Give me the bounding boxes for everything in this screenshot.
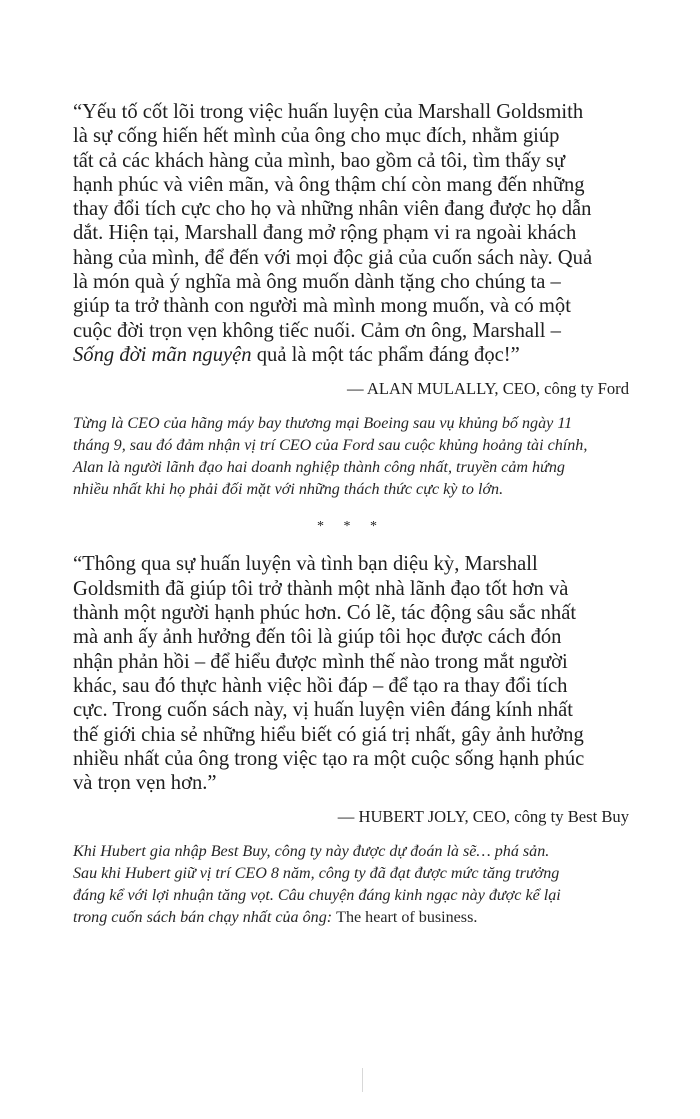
quote-line: mà anh ấy ảnh hưởng đến tôi là giúp tôi học được cách đón bbox=[73, 626, 562, 649]
bio-line: Alan là người lãnh đạo hai doanh nghiệp thành công nhất, truyền cảm hứng bbox=[73, 458, 565, 476]
quote-line bbox=[73, 343, 629, 367]
section-separator: * * * bbox=[317, 519, 385, 535]
quote-line: hàng của mình, để đến với mọi độc giả của cuốn sách này. Quả bbox=[73, 246, 593, 269]
bio-line: Sau khi Hubert giữ vị trí CEO 8 năm, công ty đã đạt được mức tăng trưởng bbox=[73, 865, 560, 883]
bio-line-text: trong cuốn sách bán chạy nhất của ông: bbox=[73, 908, 337, 926]
quote-line: là món quà ý nghĩa mà ông muốn dành tặng cho chúng ta – bbox=[73, 271, 561, 294]
bio-line: tháng 9, sau đó đảm nhận vị trí CEO của Ford sau cuộc khủng hoảng tài chính, bbox=[73, 437, 588, 455]
quote-line: khác, sau đó thực hành việc hồi đáp – để tạo ra thay đổi tích bbox=[73, 674, 568, 697]
book-title: The heart of business. bbox=[336, 908, 478, 926]
quote-line: thế giới chia sẻ những hiểu biết có giá trị nhất, gây ảnh hưởng bbox=[73, 723, 584, 746]
quote-line: cuộc đời trọn vẹn không tiếc nuối. Cảm ơn ông, Marshall – bbox=[73, 319, 561, 342]
quote-line: giúp ta trở thành con người mà mình mong muốn, và có một bbox=[73, 295, 571, 318]
bio-line: nhiều nhất khi họ phải đối mặt với những thách thức cực kỳ to lớn. bbox=[73, 480, 504, 498]
quote-line: “Yếu tố cốt lõi trong việc huấn luyện của Marshall Goldsmith bbox=[73, 101, 584, 123]
quote-line: là sự cống hiến hết mình của ông cho mục đích, nhằm giúp bbox=[73, 125, 560, 148]
page-edge-mark bbox=[362, 1068, 363, 1092]
page-content bbox=[73, 100, 629, 929]
quote-line: và trọn vẹn hơn.” bbox=[73, 772, 217, 795]
quote-line: thay đổi tích cực cho họ và những nhân viên đang được họ dẫn bbox=[73, 198, 592, 221]
quote-line: hạnh phúc và viên mãn, và ông thậm chí còn mang đến những bbox=[73, 173, 585, 196]
quote-line-rest: quả là một tác phẩm đáng đọc!” bbox=[251, 343, 520, 366]
quote-line: Goldsmith đã giúp tôi trở thành một nhà lãnh đạo tốt hơn và bbox=[73, 577, 569, 600]
quote-line: cực. Trong cuốn sách này, vị huấn luyện viên đáng kính nhất bbox=[73, 699, 573, 722]
attribution-joly: — HUBERT JOLY, CEO, công ty Best Buy bbox=[337, 807, 629, 827]
book-title: Sống đời mãn nguyện bbox=[73, 343, 252, 366]
quote-line: “Thông qua sự huấn luyện và tình bạn diệu kỳ, Marshall bbox=[73, 553, 538, 576]
bio-joly bbox=[73, 841, 629, 928]
bio-mulally bbox=[73, 413, 629, 500]
quote-line: dắt. Hiện tại, Marshall đang mở rộng phạm vi ra ngoài khách bbox=[73, 222, 577, 245]
quote-line: nhận phản hồi – để hiểu được mình thế nào trong mắt người bbox=[73, 650, 568, 673]
quote-line: thành một người hạnh phúc hơn. Có lẽ, tác động sâu sắc nhất bbox=[73, 602, 577, 625]
quote-line: tất cả các khách hàng của mình, bao gồm cả tôi, tìm thấy sự bbox=[73, 149, 566, 172]
bio-line bbox=[73, 907, 629, 929]
testimonial-quote-joly bbox=[73, 552, 629, 795]
bio-line: Khi Hubert gia nhập Best Buy, công ty này được dự đoán là sẽ… phá sản. bbox=[73, 843, 550, 861]
bio-line: đáng kể với lợi nhuận tăng vọt. Câu chuyện đáng kinh ngạc này được kể lại bbox=[73, 887, 561, 905]
bio-line: Từng là CEO của hãng máy bay thương mại Boeing sau vụ khủng bố ngày 11 bbox=[73, 415, 573, 433]
quote-line: nhiều nhất của ông trong việc tạo ra một cuộc sống hạnh phúc bbox=[73, 747, 585, 770]
testimonial-quote-mulally bbox=[73, 100, 629, 367]
attribution-mulally: — ALAN MULALLY, CEO, công ty Ford bbox=[347, 379, 629, 399]
